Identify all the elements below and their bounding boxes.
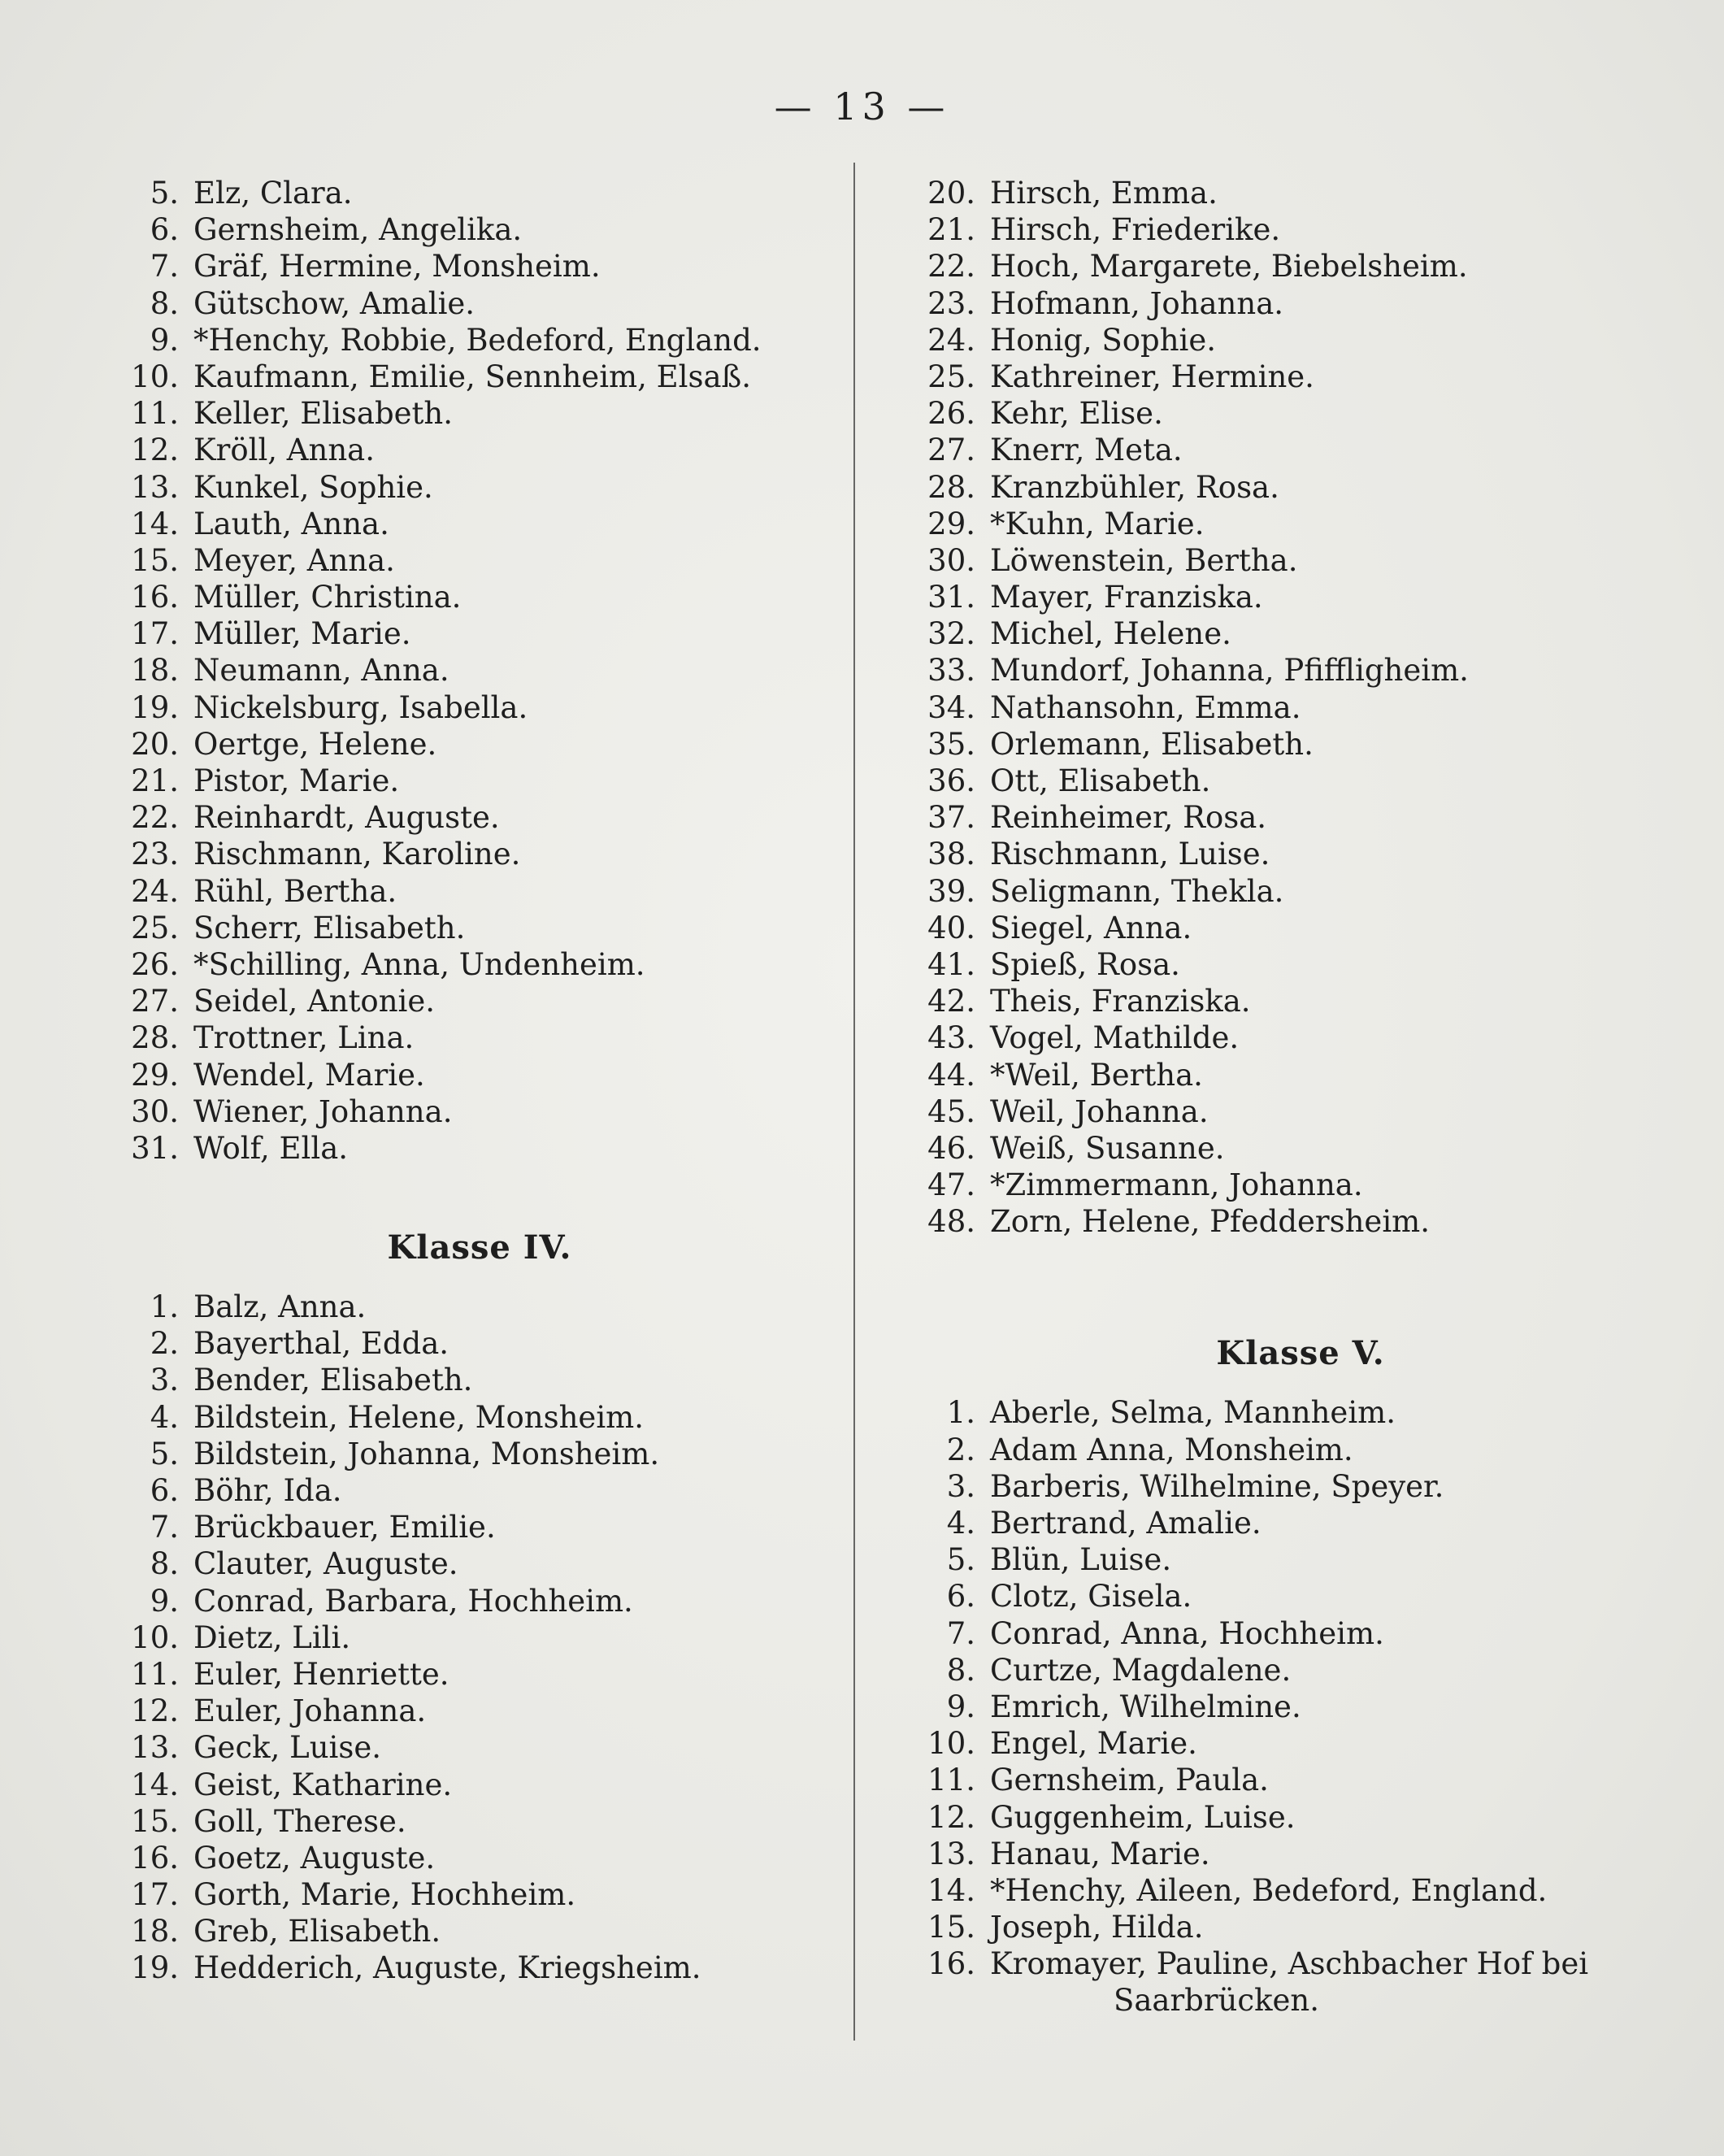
item-number: 9. bbox=[150, 322, 179, 358]
list-item bbox=[918, 726, 1683, 763]
list-item bbox=[918, 1909, 1683, 1945]
item-number: 12. bbox=[927, 1799, 975, 1835]
list-item bbox=[122, 1767, 837, 1803]
list-item bbox=[122, 1876, 837, 1913]
student-name: Oertge, Helene. bbox=[193, 726, 437, 762]
student-name: Orlemann, Elisabeth. bbox=[990, 726, 1314, 762]
left-column bbox=[122, 175, 837, 1987]
item-number: 10. bbox=[131, 359, 179, 394]
student-name: *Henchy, Robbie, Bedeford, England. bbox=[193, 322, 762, 358]
list-item bbox=[918, 432, 1683, 468]
item-number: 6. bbox=[946, 1579, 975, 1615]
student-name: Geist, Katharine. bbox=[193, 1767, 453, 1802]
list-item bbox=[122, 689, 837, 726]
list-item bbox=[918, 1945, 1683, 1982]
student-name-continuation: Saarbrücken. bbox=[1114, 1983, 1319, 2019]
item-number: 19. bbox=[131, 689, 179, 725]
student-name: Joseph, Hilda. bbox=[990, 1910, 1204, 1945]
list-item bbox=[918, 1615, 1683, 1652]
column-divider bbox=[853, 163, 855, 2041]
item-number: 3. bbox=[150, 1363, 179, 1398]
list-item bbox=[122, 799, 837, 836]
list-item bbox=[918, 211, 1683, 248]
student-name: Meyer, Anna. bbox=[193, 542, 395, 578]
student-name: Gernsheim, Paula. bbox=[990, 1763, 1269, 1798]
item-number: 9. bbox=[150, 1583, 179, 1619]
item-number: 5. bbox=[150, 176, 179, 211]
student-name: Reinhardt, Auguste. bbox=[193, 800, 500, 836]
student-name: Dietz, Lili. bbox=[193, 1619, 351, 1655]
student-name: Blün, Luise. bbox=[990, 1542, 1172, 1578]
list-item bbox=[122, 579, 837, 615]
list-item bbox=[122, 1619, 837, 1656]
list-item bbox=[918, 1541, 1683, 1578]
student-name: Guggenheim, Luise. bbox=[990, 1799, 1296, 1835]
item-number: 10. bbox=[131, 1619, 179, 1655]
list-item bbox=[122, 652, 837, 689]
student-name: Keller, Elisabeth. bbox=[193, 396, 454, 432]
student-name: Engel, Marie. bbox=[990, 1726, 1197, 1762]
list-item bbox=[918, 1578, 1683, 1615]
list-item bbox=[918, 285, 1683, 322]
item-number: 38. bbox=[927, 837, 975, 872]
item-number: 1. bbox=[150, 1289, 179, 1325]
list-item bbox=[122, 542, 837, 579]
list-item bbox=[918, 1725, 1683, 1762]
list-item bbox=[122, 1913, 837, 1950]
item-number: 24. bbox=[131, 873, 179, 909]
student-name: Emrich, Wilhelmine. bbox=[990, 1689, 1301, 1724]
item-number: 2. bbox=[946, 1432, 975, 1467]
item-number: 15. bbox=[131, 1803, 179, 1839]
student-name: Bertrand, Amalie. bbox=[990, 1506, 1262, 1541]
student-name: Conrad, Barbara, Hochheim. bbox=[193, 1583, 633, 1619]
list-item bbox=[918, 873, 1683, 910]
student-name: Hirsch, Emma. bbox=[990, 176, 1218, 211]
student-name: Theis, Franziska. bbox=[990, 984, 1251, 1019]
list-item bbox=[918, 1093, 1683, 1130]
item-number: 9. bbox=[946, 1689, 975, 1724]
item-number: 41. bbox=[927, 946, 975, 982]
list-item bbox=[918, 506, 1683, 542]
item-number: 18. bbox=[131, 1914, 179, 1950]
student-name: Euler, Johanna. bbox=[193, 1693, 427, 1729]
item-number: 27. bbox=[927, 433, 975, 468]
student-name: Gernsheim, Angelika. bbox=[193, 212, 523, 248]
item-number: 28. bbox=[131, 1020, 179, 1056]
list-item bbox=[918, 175, 1683, 211]
student-name: Rühl, Bertha. bbox=[193, 873, 397, 909]
item-number: 39. bbox=[927, 873, 975, 909]
student-name: Kehr, Elise. bbox=[990, 396, 1163, 432]
student-name: Barberis, Wilhelmine, Speyer. bbox=[990, 1468, 1444, 1504]
list-item bbox=[122, 1583, 837, 1619]
item-number: 18. bbox=[131, 653, 179, 689]
list-item bbox=[122, 726, 837, 763]
student-name: Kunkel, Sophie. bbox=[193, 469, 433, 505]
list-item bbox=[918, 469, 1683, 506]
student-name: Michel, Helene. bbox=[990, 616, 1231, 652]
item-number: 8. bbox=[150, 285, 179, 321]
list-item bbox=[122, 615, 837, 652]
item-number: 29. bbox=[131, 1057, 179, 1093]
list-item bbox=[122, 946, 837, 983]
student-name: Greb, Elisabeth. bbox=[193, 1914, 441, 1950]
item-number: 47. bbox=[927, 1167, 975, 1203]
list-item bbox=[122, 285, 837, 322]
item-number: 8. bbox=[150, 1546, 179, 1582]
item-number: 29. bbox=[927, 506, 975, 541]
list-item bbox=[918, 799, 1683, 836]
student-name: Spieß, Rosa. bbox=[990, 946, 1180, 982]
item-number: 13. bbox=[927, 1836, 975, 1871]
student-name: *Zimmermann, Johanna. bbox=[990, 1167, 1363, 1203]
student-name: Kröll, Anna. bbox=[193, 433, 375, 468]
item-number: 16. bbox=[927, 1946, 975, 1982]
list-item bbox=[918, 1872, 1683, 1909]
item-number: 7. bbox=[150, 1510, 179, 1545]
list-item bbox=[122, 395, 837, 432]
item-number: 2. bbox=[150, 1326, 179, 1362]
left-list-klasse-iv bbox=[122, 1289, 837, 1987]
list-item bbox=[122, 836, 837, 872]
item-number: 12. bbox=[131, 1693, 179, 1729]
right-list-klasse-v bbox=[918, 1394, 1683, 2019]
item-number: 20. bbox=[131, 726, 179, 762]
item-number: 21. bbox=[927, 212, 975, 248]
student-name: Gräf, Hermine, Monsheim. bbox=[193, 249, 601, 285]
item-number: 23. bbox=[131, 837, 179, 872]
student-name: Hanau, Marie. bbox=[990, 1836, 1210, 1871]
item-number: 28. bbox=[927, 469, 975, 505]
right-list-continued bbox=[918, 175, 1683, 1240]
list-item bbox=[122, 1436, 837, 1472]
student-name: Böhr, Ida. bbox=[193, 1473, 342, 1508]
list-item bbox=[122, 175, 837, 211]
list-item bbox=[122, 1950, 837, 1986]
list-item bbox=[918, 1203, 1683, 1240]
student-name: Neumann, Anna. bbox=[193, 653, 449, 689]
item-number: 26. bbox=[131, 946, 179, 982]
item-number: 4. bbox=[946, 1506, 975, 1541]
item-number: 22. bbox=[927, 249, 975, 285]
item-number: 17. bbox=[131, 616, 179, 652]
student-name: Bender, Elisabeth. bbox=[193, 1363, 473, 1398]
item-number: 40. bbox=[927, 910, 975, 945]
list-item bbox=[918, 910, 1683, 946]
student-name: *Weil, Bertha. bbox=[990, 1057, 1203, 1093]
student-name: Balz, Anna. bbox=[193, 1289, 367, 1325]
list-item bbox=[122, 1656, 837, 1693]
student-name: Seligmann, Thekla. bbox=[990, 873, 1284, 909]
item-number: 1. bbox=[946, 1395, 975, 1431]
student-name: Reinheimer, Rosa. bbox=[990, 800, 1267, 836]
item-number: 25. bbox=[927, 359, 975, 394]
item-number: 7. bbox=[946, 1615, 975, 1651]
item-number: 17. bbox=[131, 1877, 179, 1913]
item-number: 6. bbox=[150, 1473, 179, 1508]
item-number: 13. bbox=[131, 1730, 179, 1766]
student-name: Rischmann, Luise. bbox=[990, 837, 1270, 872]
student-name: Zorn, Helene, Pfeddersheim. bbox=[990, 1204, 1430, 1240]
list-item bbox=[918, 1799, 1683, 1836]
heading-klasse-v: Klasse V. bbox=[1216, 1334, 1385, 1373]
list-item bbox=[918, 1019, 1683, 1056]
list-item bbox=[918, 1652, 1683, 1689]
student-name: Rischmann, Karoline. bbox=[193, 837, 521, 872]
student-name: Weil, Johanna. bbox=[990, 1093, 1209, 1129]
student-name: Brückbauer, Emilie. bbox=[193, 1510, 496, 1545]
student-name: Kaufmann, Emilie, Sennheim, Elsaß. bbox=[193, 359, 751, 394]
list-item bbox=[122, 1057, 837, 1093]
item-number: 14. bbox=[131, 1767, 179, 1802]
list-item bbox=[918, 836, 1683, 872]
student-name: Müller, Christina. bbox=[193, 580, 462, 615]
student-name: Löwenstein, Bertha. bbox=[990, 542, 1298, 578]
list-item bbox=[122, 1545, 837, 1582]
item-number: 24. bbox=[927, 322, 975, 358]
student-name: Kathreiner, Hermine. bbox=[990, 359, 1314, 394]
student-name: Nathansohn, Emma. bbox=[990, 689, 1301, 725]
item-number: 32. bbox=[927, 616, 975, 652]
student-name: Hedderich, Auguste, Kriegsheim. bbox=[193, 1950, 701, 1986]
student-name: Weiß, Susanne. bbox=[990, 1130, 1225, 1166]
student-name: Hirsch, Friederike. bbox=[990, 212, 1281, 248]
page-number: — 13 — bbox=[774, 85, 950, 128]
student-name: Scherr, Elisabeth. bbox=[193, 910, 466, 945]
item-number: 16. bbox=[131, 1840, 179, 1876]
item-number: 5. bbox=[150, 1436, 179, 1471]
list-item bbox=[918, 946, 1683, 983]
item-number: 15. bbox=[927, 1910, 975, 1945]
student-name: Geck, Luise. bbox=[193, 1730, 381, 1766]
student-name: Mundorf, Johanna, Pfiffligheim. bbox=[990, 653, 1469, 689]
item-number: 16. bbox=[131, 580, 179, 615]
item-number: 45. bbox=[927, 1093, 975, 1129]
item-number: 5. bbox=[946, 1542, 975, 1578]
item-number: 10. bbox=[927, 1726, 975, 1762]
item-number: 30. bbox=[927, 542, 975, 578]
item-number: 3. bbox=[946, 1468, 975, 1504]
left-list-continued bbox=[122, 175, 837, 1167]
list-item bbox=[918, 395, 1683, 432]
student-name: Honig, Sophie. bbox=[990, 322, 1217, 358]
list-item bbox=[122, 1399, 837, 1436]
list-item bbox=[122, 1019, 837, 1056]
item-number: 4. bbox=[150, 1399, 179, 1435]
list-item bbox=[122, 1729, 837, 1766]
item-number: 30. bbox=[131, 1093, 179, 1129]
item-number: 11. bbox=[131, 396, 179, 432]
student-name: Hofmann, Johanna. bbox=[990, 285, 1284, 321]
student-name: Euler, Henriette. bbox=[193, 1656, 449, 1692]
list-item bbox=[122, 1472, 837, 1509]
list-item bbox=[918, 1505, 1683, 1541]
list-item bbox=[122, 1840, 837, 1876]
item-number: 46. bbox=[927, 1130, 975, 1166]
student-name: Mayer, Franziska. bbox=[990, 580, 1263, 615]
item-number: 48. bbox=[927, 1204, 975, 1240]
student-name: Curtze, Magdalene. bbox=[990, 1652, 1292, 1688]
list-item bbox=[918, 763, 1683, 799]
student-name: Kromayer, Pauline, Aschbacher Hof bei bbox=[990, 1946, 1589, 1982]
student-name: Clotz, Gisela. bbox=[990, 1579, 1192, 1615]
student-name: Conrad, Anna, Hochheim. bbox=[990, 1615, 1384, 1651]
list-item bbox=[918, 1836, 1683, 1872]
item-number: 44. bbox=[927, 1057, 975, 1093]
list-item bbox=[918, 1130, 1683, 1167]
list-item bbox=[918, 579, 1683, 615]
item-number: 23. bbox=[927, 285, 975, 321]
list-item bbox=[122, 1509, 837, 1545]
student-name: Wolf, Ella. bbox=[193, 1130, 349, 1166]
student-name: Kranzbühler, Rosa. bbox=[990, 469, 1279, 505]
list-item bbox=[122, 1803, 837, 1840]
list-item bbox=[918, 983, 1683, 1019]
student-name: Vogel, Mathilde. bbox=[990, 1020, 1240, 1056]
item-number: 7. bbox=[150, 249, 179, 285]
student-name: Wendel, Marie. bbox=[193, 1057, 425, 1093]
item-number: 33. bbox=[927, 653, 975, 689]
item-number: 25. bbox=[131, 910, 179, 945]
student-name: Hoch, Margarete, Biebelsheim. bbox=[990, 249, 1468, 285]
item-number: 21. bbox=[131, 763, 179, 798]
student-name: Bildstein, Helene, Monsheim. bbox=[193, 1399, 645, 1435]
item-number: 12. bbox=[131, 433, 179, 468]
list-item bbox=[918, 1762, 1683, 1798]
list-item bbox=[122, 248, 837, 285]
student-name: *Henchy, Aileen, Bedeford, England. bbox=[990, 1872, 1548, 1908]
student-name: Aberle, Selma, Mannheim. bbox=[990, 1395, 1396, 1431]
student-name: Bayerthal, Edda. bbox=[193, 1326, 449, 1362]
student-name: Gütschow, Amalie. bbox=[193, 285, 476, 321]
student-name: Trottner, Lina. bbox=[193, 1020, 415, 1056]
list-item bbox=[122, 322, 837, 359]
list-item bbox=[918, 652, 1683, 689]
list-item bbox=[918, 248, 1683, 285]
item-number: 14. bbox=[927, 1872, 975, 1908]
item-number: 13. bbox=[131, 469, 179, 505]
student-name: *Kuhn, Marie. bbox=[990, 506, 1205, 541]
list-item bbox=[918, 359, 1683, 395]
list-item bbox=[918, 542, 1683, 579]
list-item bbox=[122, 432, 837, 468]
list-item bbox=[918, 1057, 1683, 1093]
student-name: Pistor, Marie. bbox=[193, 763, 400, 798]
list-item bbox=[918, 1394, 1683, 1431]
item-number: 15. bbox=[131, 542, 179, 578]
student-name: Seidel, Antonie. bbox=[193, 984, 436, 1019]
student-name: Siegel, Anna. bbox=[990, 910, 1192, 945]
right-column bbox=[918, 175, 1683, 2019]
student-name: Bildstein, Johanna, Monsheim. bbox=[193, 1436, 660, 1471]
item-number: 27. bbox=[131, 984, 179, 1019]
student-name: Clauter, Auguste. bbox=[193, 1546, 458, 1582]
student-name: Goll, Therese. bbox=[193, 1803, 406, 1839]
item-number: 19. bbox=[131, 1950, 179, 1986]
list-item bbox=[122, 1325, 837, 1362]
student-name: Gorth, Marie, Hochheim. bbox=[193, 1877, 576, 1913]
list-item bbox=[122, 1693, 837, 1729]
item-number: 37. bbox=[927, 800, 975, 836]
student-name: *Schilling, Anna, Undenheim. bbox=[193, 946, 645, 982]
list-item bbox=[122, 1130, 837, 1167]
list-item bbox=[918, 1689, 1683, 1725]
list-item bbox=[918, 1167, 1683, 1203]
student-name: Wiener, Johanna. bbox=[193, 1093, 453, 1129]
list-item bbox=[122, 506, 837, 542]
list-item bbox=[918, 615, 1683, 652]
item-number: 35. bbox=[927, 726, 975, 762]
student-name: Knerr, Meta. bbox=[990, 433, 1183, 468]
list-item bbox=[122, 469, 837, 506]
list-item bbox=[122, 1289, 837, 1325]
item-number: 36. bbox=[927, 763, 975, 798]
item-number: 31. bbox=[131, 1130, 179, 1166]
student-name: Nickelsburg, Isabella. bbox=[193, 689, 528, 725]
item-number: 31. bbox=[927, 580, 975, 615]
item-number: 20. bbox=[927, 176, 975, 211]
student-name: Lauth, Anna. bbox=[193, 506, 389, 541]
list-item bbox=[918, 1432, 1683, 1468]
list-item bbox=[122, 983, 837, 1019]
list-item bbox=[918, 322, 1683, 359]
item-number: 43. bbox=[927, 1020, 975, 1056]
item-number: 42. bbox=[927, 984, 975, 1019]
list-item bbox=[122, 211, 837, 248]
student-name: Elz, Clara. bbox=[193, 176, 353, 211]
list-item bbox=[122, 910, 837, 946]
student-name: Adam Anna, Monsheim. bbox=[990, 1432, 1353, 1467]
list-item bbox=[122, 873, 837, 910]
student-name: Ott, Elisabeth. bbox=[990, 763, 1211, 798]
list-item bbox=[122, 1093, 837, 1130]
item-number: 6. bbox=[150, 212, 179, 248]
list-item bbox=[918, 689, 1683, 726]
list-item bbox=[918, 1468, 1683, 1505]
item-number: 11. bbox=[131, 1656, 179, 1692]
item-number: 14. bbox=[131, 506, 179, 541]
item-number: 8. bbox=[946, 1652, 975, 1688]
list-item bbox=[122, 1362, 837, 1398]
student-name: Müller, Marie. bbox=[193, 616, 411, 652]
heading-klasse-iv: Klasse IV. bbox=[387, 1228, 572, 1267]
item-number: 22. bbox=[131, 800, 179, 836]
list-item bbox=[122, 763, 837, 799]
student-name: Goetz, Auguste. bbox=[193, 1840, 436, 1876]
item-number: 34. bbox=[927, 689, 975, 725]
list-item bbox=[122, 359, 837, 395]
item-number: 11. bbox=[927, 1763, 975, 1798]
item-number: 26. bbox=[927, 396, 975, 432]
